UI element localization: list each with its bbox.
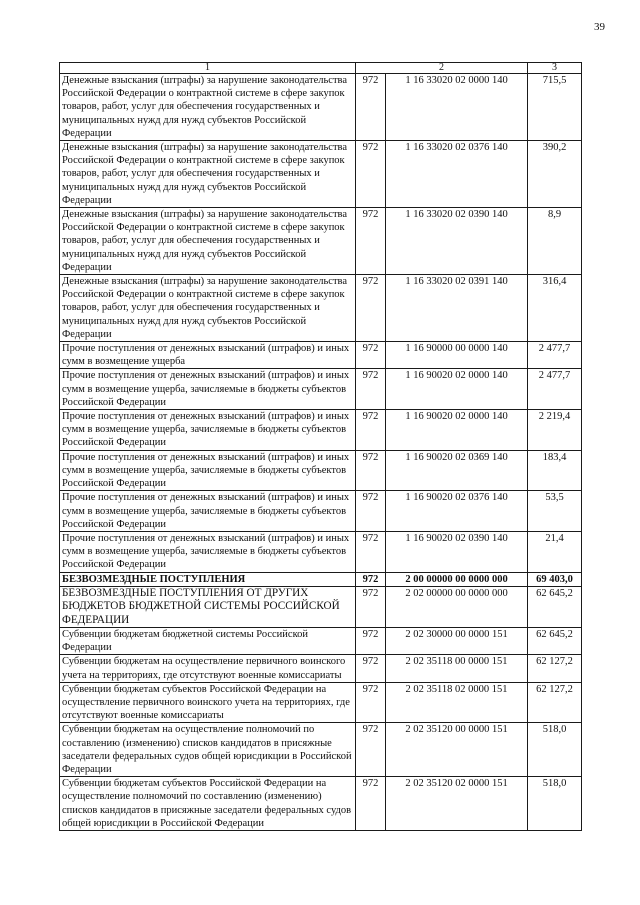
table-row xyxy=(60,682,582,723)
row-name-cell: Прочие поступления от денежных взысканий (штрафов) и иных сумм в возмещение ущерба, зачисляемые в бюджеты субъектов Российской Федерации xyxy=(60,450,356,491)
table-row xyxy=(60,491,582,532)
row-amount-cell: 715,5 xyxy=(528,74,582,141)
row-admin-code-cell: 972 xyxy=(356,275,386,342)
row-name-cell: Прочие поступления от денежных взысканий (штрафов) и иных сумм в возмещение ущерба, зачисляемые в бюджеты субъектов Российской Федерации xyxy=(60,410,356,451)
row-amount-cell: 518,0 xyxy=(528,777,582,831)
row-admin-code-cell: 972 xyxy=(356,655,386,682)
row-admin-code-cell: 972 xyxy=(356,627,386,654)
row-amount-cell: 21,4 xyxy=(528,531,582,572)
row-name-cell: Прочие поступления от денежных взысканий (штрафов) и иных сумм в возмещение ущерба, зачисляемые в бюджеты субъектов Российской Федерации xyxy=(60,531,356,572)
row-amount-cell: 316,4 xyxy=(528,275,582,342)
row-admin-code-cell: 972 xyxy=(356,342,386,369)
table-row xyxy=(60,275,582,342)
row-name-cell: Прочие поступления от денежных взысканий (штрафов) и иных сумм в возмещение ущерба, зачисляемые в бюджеты субъектов Российской Федерации xyxy=(60,491,356,532)
row-admin-code-cell: 972 xyxy=(356,74,386,141)
row-budget-code-cell: 2 02 00000 00 0000 000 xyxy=(386,586,528,627)
table-row xyxy=(60,531,582,572)
row-name-cell: Субвенции бюджетам бюджетной системы Российской Федерации xyxy=(60,627,356,654)
row-budget-code-cell: 1 16 33020 02 0000 140 xyxy=(386,74,528,141)
row-budget-code-cell: 1 16 33020 02 0376 140 xyxy=(386,141,528,208)
table-row xyxy=(60,410,582,451)
row-budget-code-cell: 2 02 30000 00 0000 151 xyxy=(386,627,528,654)
row-admin-code-cell: 972 xyxy=(356,723,386,777)
page-number: 39 xyxy=(594,21,605,33)
row-admin-code-cell: 972 xyxy=(356,491,386,532)
row-amount-cell: 390,2 xyxy=(528,141,582,208)
row-budget-code-cell: 2 02 35120 02 0000 151 xyxy=(386,777,528,831)
row-admin-code-cell: 972 xyxy=(356,586,386,627)
row-name-cell: Субвенции бюджетам субъектов Российской Федерации на осуществление полномочий по составлению (изменению) списков кандидатов в присяжные заседатели федеральных судов общей юрисдикции в Российской Федерации xyxy=(60,777,356,831)
row-amount-cell: 2 477,7 xyxy=(528,342,582,369)
row-amount-cell: 2 477,7 xyxy=(528,369,582,410)
table-row xyxy=(60,655,582,682)
row-budget-code-cell: 2 02 35118 02 0000 151 xyxy=(386,682,528,723)
row-name-cell: Субвенции бюджетам на осуществление полномочий по составлению (изменению) списков кандидатов в присяжные заседатели федеральных судов общей юрисдикции в Российской Федерации xyxy=(60,723,356,777)
row-amount-cell: 518,0 xyxy=(528,723,582,777)
row-name-cell: БЕЗВОЗМЕЗДНЫЕ ПОСТУПЛЕНИЯ xyxy=(60,572,356,586)
row-budget-code-cell: 1 16 90020 02 0369 140 xyxy=(386,450,528,491)
row-amount-cell: 62 645,2 xyxy=(528,586,582,627)
table-row xyxy=(60,586,582,627)
header-col-3: 3 xyxy=(528,63,582,74)
row-budget-code-cell: 1 16 90000 00 0000 140 xyxy=(386,342,528,369)
row-amount-cell: 62 127,2 xyxy=(528,655,582,682)
row-name-cell: Денежные взыскания (штрафы) за нарушение законодательства Российской Федерации о контрактной системе в сфере закупок товаров, работ, услуг для обеспечения государственных и муниципальных нужд для нужд субъектов Российской Федерации xyxy=(60,74,356,141)
revenue-table xyxy=(59,62,582,831)
row-name-cell: Прочие поступления от денежных взысканий (штрафов) и иных сумм в возмещение ущерба, зачисляемые в бюджеты субъектов Российской Федерации xyxy=(60,369,356,410)
table-row xyxy=(60,723,582,777)
row-amount-cell: 62 127,2 xyxy=(528,682,582,723)
row-admin-code-cell: 972 xyxy=(356,531,386,572)
row-admin-code-cell: 972 xyxy=(356,208,386,275)
row-name-cell: Прочие поступления от денежных взысканий (штрафов) и иных сумм в возмещение ущерба xyxy=(60,342,356,369)
row-name-cell: Денежные взыскания (штрафы) за нарушение законодательства Российской Федерации о контрактной системе в сфере закупок товаров, работ, услуг для обеспечения государственных и муниципальных нужд для нужд субъектов Российской Федерации xyxy=(60,208,356,275)
row-name-cell: Субвенции бюджетам субъектов Российской Федерации на осуществление первичного воинского учета на территориях, где отсутствуют военные комиссариаты xyxy=(60,682,356,723)
row-budget-code-cell: 1 16 33020 02 0390 140 xyxy=(386,208,528,275)
row-budget-code-cell: 2 00 00000 00 0000 000 xyxy=(386,572,528,586)
row-admin-code-cell: 972 xyxy=(356,682,386,723)
table-row xyxy=(60,208,582,275)
table-row xyxy=(60,572,582,586)
row-admin-code-cell: 972 xyxy=(356,141,386,208)
table-row xyxy=(60,450,582,491)
table-row xyxy=(60,627,582,654)
row-amount-cell: 2 219,4 xyxy=(528,410,582,451)
header-col-2: 2 xyxy=(356,63,528,74)
row-amount-cell: 8,9 xyxy=(528,208,582,275)
table-row xyxy=(60,141,582,208)
row-name-cell: БЕЗВОЗМЕЗДНЫЕ ПОСТУПЛЕНИЯ ОТ ДРУГИХ БЮДЖЕТОВ БЮДЖЕТНОЙ СИСТЕМЫ РОССИЙСКОЙ ФЕДЕРАЦИИ xyxy=(60,586,356,627)
row-name-cell: Денежные взыскания (штрафы) за нарушение законодательства Российской Федерации о контрактной системе в сфере закупок товаров, работ, услуг для обеспечения государственных и муниципальных нужд для нужд субъектов Российской Федерации xyxy=(60,141,356,208)
header-col-1: 1 xyxy=(60,63,356,74)
row-budget-code-cell: 1 16 90020 02 0000 140 xyxy=(386,369,528,410)
revenue-table-body xyxy=(60,63,582,831)
row-admin-code-cell: 972 xyxy=(356,572,386,586)
row-admin-code-cell: 972 xyxy=(356,369,386,410)
row-name-cell: Денежные взыскания (штрафы) за нарушение законодательства Российской Федерации о контрактной системе в сфере закупок товаров, работ, услуг для обеспечения государственных и муниципальных нужд для нужд субъектов Российской Федерации xyxy=(60,275,356,342)
row-name-cell: Субвенции бюджетам на осуществление первичного воинского учета на территориях, где отсутствуют военные комиссариаты xyxy=(60,655,356,682)
row-admin-code-cell: 972 xyxy=(356,777,386,831)
table-row xyxy=(60,74,582,141)
table-row xyxy=(60,369,582,410)
row-amount-cell: 183,4 xyxy=(528,450,582,491)
row-amount-cell: 53,5 xyxy=(528,491,582,532)
row-budget-code-cell: 1 16 33020 02 0391 140 xyxy=(386,275,528,342)
row-admin-code-cell: 972 xyxy=(356,450,386,491)
row-budget-code-cell: 1 16 90020 02 0000 140 xyxy=(386,410,528,451)
row-amount-cell: 62 645,2 xyxy=(528,627,582,654)
row-budget-code-cell: 2 02 35120 00 0000 151 xyxy=(386,723,528,777)
table-header-row xyxy=(60,63,582,74)
row-budget-code-cell: 1 16 90020 02 0376 140 xyxy=(386,491,528,532)
row-admin-code-cell: 972 xyxy=(356,410,386,451)
table-row xyxy=(60,342,582,369)
row-budget-code-cell: 2 02 35118 00 0000 151 xyxy=(386,655,528,682)
row-amount-cell: 69 403,0 xyxy=(528,572,582,586)
row-budget-code-cell: 1 16 90020 02 0390 140 xyxy=(386,531,528,572)
table-row xyxy=(60,777,582,831)
